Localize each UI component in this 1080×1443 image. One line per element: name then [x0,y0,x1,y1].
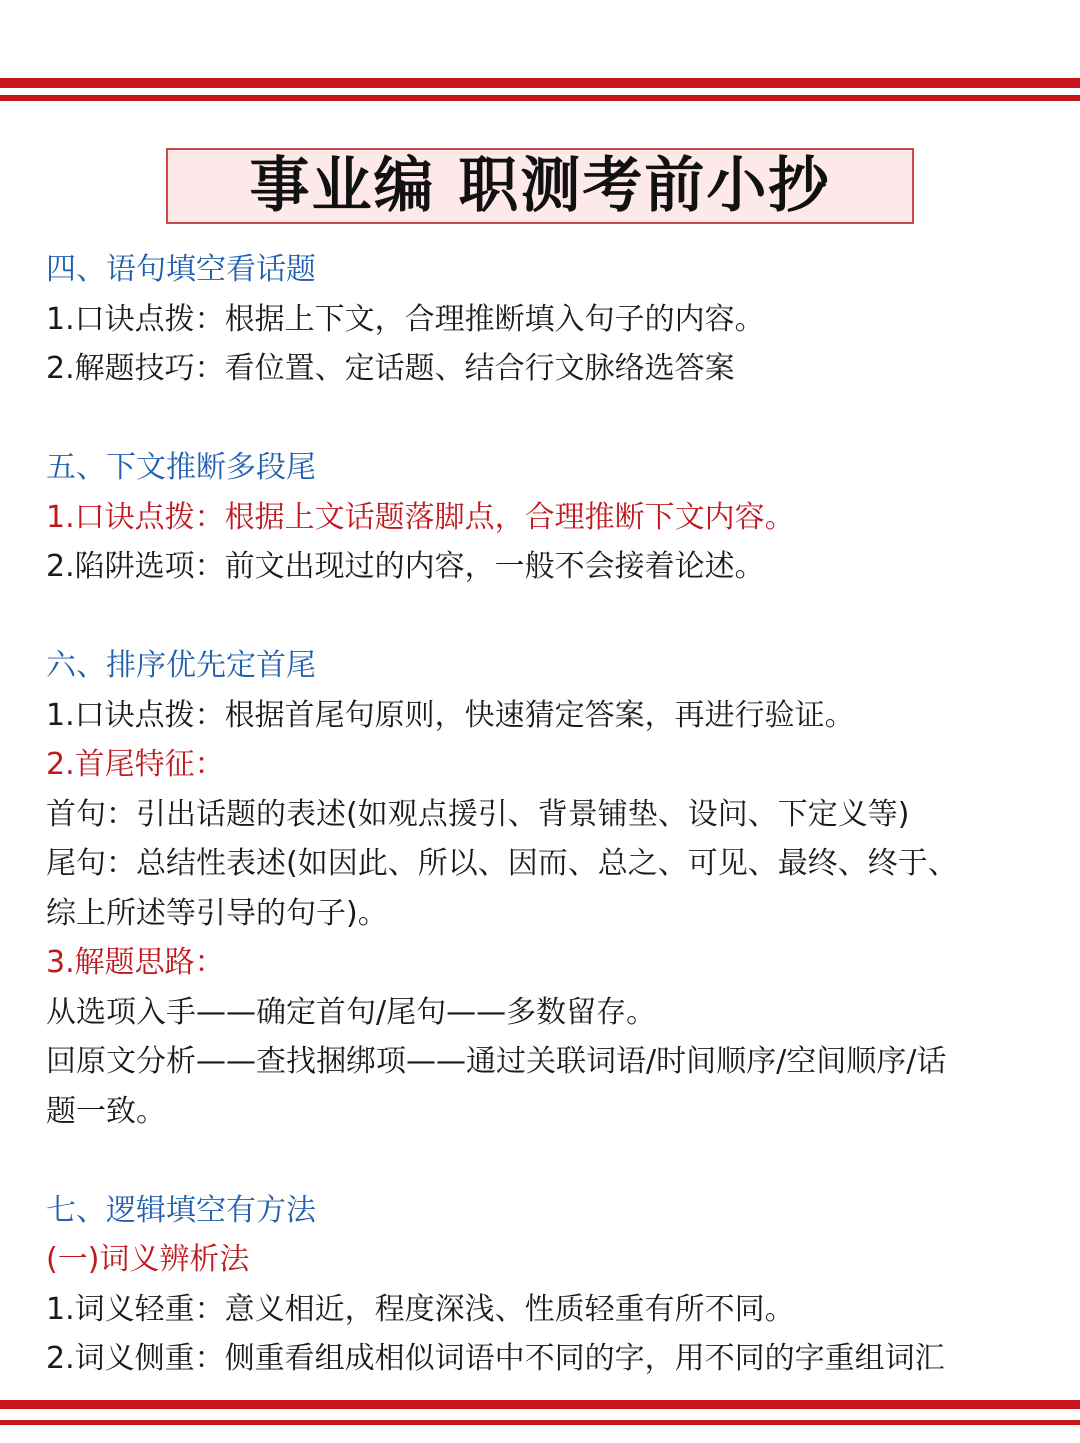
text-line: 回原文分析——查找捆绑项——通过关联词语/时间顺序/空间顺序/话 [46,1044,947,1079]
text-line: 综上所述等引导的句子)。 [46,895,388,931]
highlight-line: 1.口诀点拨：根据上文话题落脚点，合理推断下文内容。 [46,499,795,535]
text-line: 1.词义轻重：意义相近，程度深浅、性质轻重有所不同。 [46,1291,795,1327]
text-line: 题一致。 [46,1093,166,1129]
title-box [166,148,914,224]
top-rule-thick [0,78,1080,88]
spacer [46,394,1041,444]
subheading: 2.首尾特征： [46,747,225,782]
subheading: 3.解题思路： [46,945,225,980]
section-heading: 四、语句填空看话题 [46,252,316,287]
text-line: 2.解题技巧：看位置、定话题、结合行文脉络选答案 [46,351,735,386]
text-line: 1.口诀点拨：根据首尾句原则，快速猜定答案，再进行验证。 [46,697,855,733]
bottom-rule-thick [0,1400,1080,1409]
page-title: 事业编 职测考前小抄 [249,151,831,221]
text-line: 1.口诀点拨：根据上下文，合理推断填入句子的内容。 [46,301,765,337]
section-heading: 五、下文推断多段尾 [46,450,316,485]
bottom-rule-thin [0,1420,1080,1425]
subheading: (一)词义辨析法 [46,1242,250,1277]
section-heading: 六、排序优先定首尾 [46,648,316,683]
text-line: 尾句：总结性表述(如因此、所以、因而、总之、可见、最终、终于、 [46,846,958,881]
text-line: 2.词义侧重：侧重看组成相似词语中不同的字，用不同的字重组词汇 [46,1341,945,1376]
section-heading: 七、逻辑填空有方法 [46,1192,316,1228]
spacer [46,1136,1041,1186]
text-line: 从选项入手——确定首句/尾句——多数留存。 [46,994,657,1030]
top-rule-thin [0,95,1080,101]
text-line: 首句：引出话题的表述(如观点援引、背景铺垫、设问、下定义等) [46,796,910,832]
spacer [46,592,1041,642]
text-line: 2.陷阱选项：前文出现过的内容，一般不会接着论述。 [46,549,765,584]
content [46,245,1041,1384]
